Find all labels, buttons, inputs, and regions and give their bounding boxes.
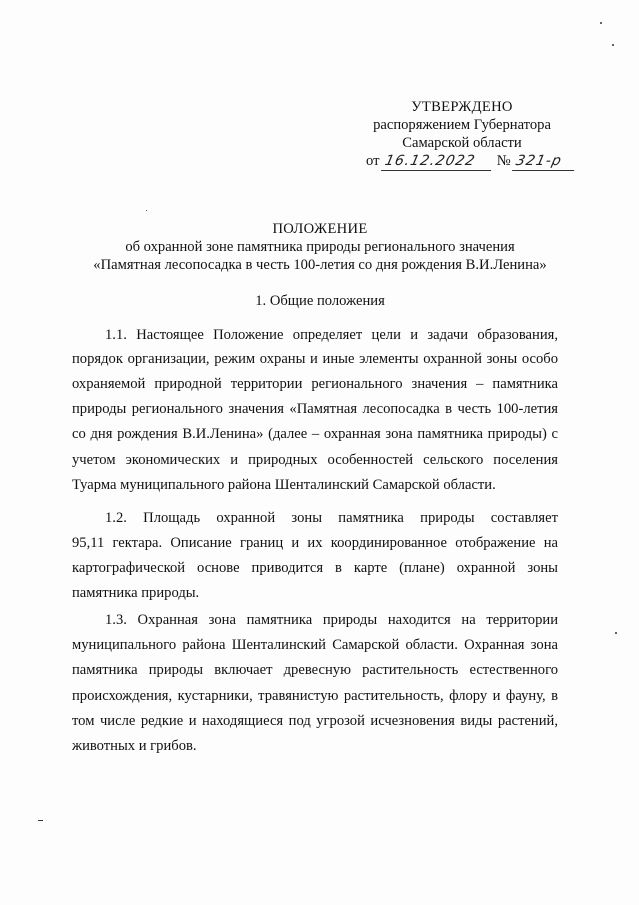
paragraph-line: 95,11 гектара. Описание границ и их координированное отображение на (72, 535, 558, 551)
paragraph-line: охраняемой природной территории регионального значения – памятника (72, 376, 558, 392)
paragraph-line: 1.3. Охранная зона памятника природы находится на территории (105, 612, 558, 628)
paragraph-line: со дня рождения В.И.Ленина» (далее – охранная зона памятника природы) с (72, 426, 558, 442)
document-heading (60, 220, 580, 274)
number-label: № (496, 153, 511, 169)
scan-speck (146, 210, 147, 211)
handwritten-date: 16.12.2022 (381, 152, 495, 171)
paragraph-line: Туарма муниципального района Шенталинский Самарской области. (72, 477, 496, 493)
approval-signature-line (366, 152, 566, 171)
paragraph-line: 1.2. Площадь охранной зоны памятника природы составляет (105, 510, 558, 526)
paragraph-line: картографической основе приводится в карте (плане) охранной зоны (72, 560, 558, 576)
scan-speck (600, 22, 602, 24)
approval-line-2: Самарской области (402, 135, 522, 151)
paragraph-line: происхождения, кустарники, травянистую растительность, флору и фауну, в (72, 688, 558, 704)
paragraph-line: учетом экономических и природных особенностей сельского поселения (72, 452, 558, 468)
approval-title: УТВЕРЖДЕНО (411, 99, 513, 115)
handwritten-number: 321-р (512, 152, 578, 171)
scan-speck (612, 44, 614, 46)
paragraph-line: памятника природы. (72, 585, 200, 601)
approval-line-1: распоряжением Губернатора (373, 117, 551, 133)
scan-speck (38, 820, 43, 821)
document-subtitle-1: об охранной зоне памятника природы регионального значения (125, 239, 515, 255)
paragraph-line: порядок организации, режим охраны и иные элементы охранной зоны особо (72, 351, 558, 367)
section-title: 1. Общие положения (255, 293, 385, 309)
from-label: от (366, 153, 380, 169)
approval-block (362, 98, 562, 171)
paragraph-line: природы регионального значения «Памятная лесопосадка в честь 100-летия (72, 401, 558, 417)
paragraph-line: муниципального района Шенталинский Самарской области. Охранная зона (72, 637, 558, 653)
paragraph-line: животных и грибов. (72, 738, 197, 754)
scan-speck (615, 632, 617, 634)
document-subtitle-2: «Памятная лесопосадка в честь 100-летия со дня рождения В.И.Ленина» (93, 257, 547, 273)
paragraph-line: том числе редкие и находящиеся под угрозой исчезновения виды растений, (72, 713, 558, 729)
paragraph-line: 1.1. Настоящее Положение определяет цели и задачи образования, (105, 327, 558, 343)
paragraph-line: памятника природы включает древесную растительность естественного (72, 662, 558, 678)
document-title: ПОЛОЖЕНИЕ (272, 221, 368, 237)
